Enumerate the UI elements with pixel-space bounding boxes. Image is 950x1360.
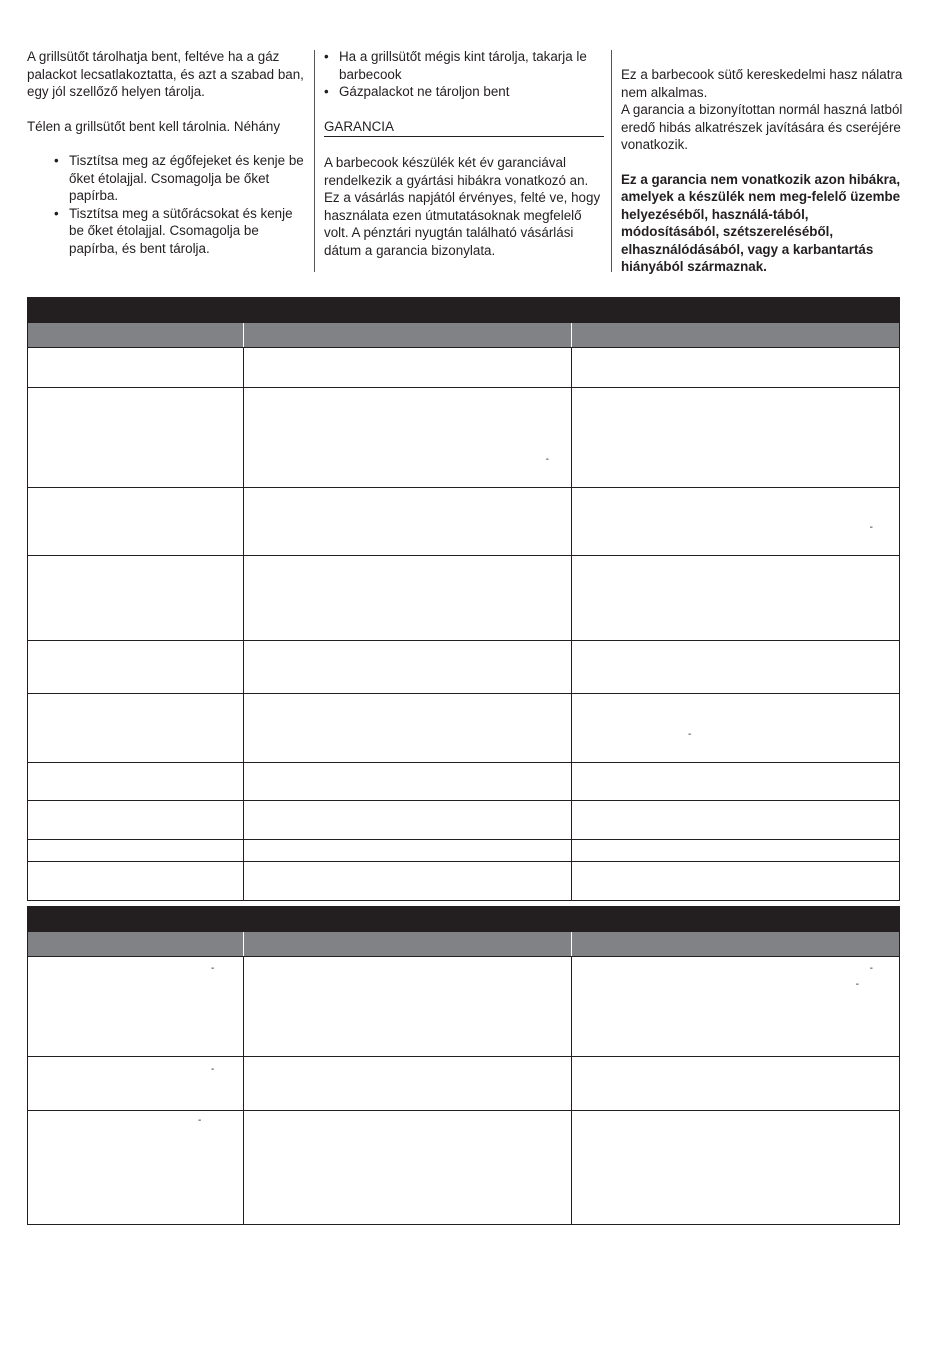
table-row	[28, 840, 900, 862]
text-column-warranty	[324, 48, 604, 259]
column-header-cell	[572, 932, 900, 957]
table-row	[28, 1057, 900, 1111]
hyphen-mark: -	[869, 522, 874, 533]
column-header-cell	[28, 932, 244, 957]
table-row	[28, 957, 900, 1057]
hyphen-mark: -	[545, 454, 549, 465]
column-header-cell	[244, 932, 572, 957]
column-header-cell	[244, 323, 572, 348]
hyphen-mark: -	[211, 963, 215, 974]
text-column-warranty-terms	[621, 66, 903, 276]
hyphen-mark: -	[855, 979, 860, 990]
warranty-commercial-note: Ez a barbecook sütő kereskedelmi hasz nálatra nem alkalmas.	[621, 67, 903, 100]
table-row	[28, 862, 900, 901]
table-row	[28, 694, 900, 763]
warranty-exclusion-note: Ez a garancia nem vonatkozik azon hibákra, amelyek a készülék nem meg-felelő üzembe helyezéséből, használá-tából, módosításából, szétszereléséből, elhasználódásából, vagy a karbantartás hiányából származnak.	[621, 171, 901, 274]
troubleshooting-table-2	[27, 906, 900, 1225]
warranty-scope-note: A garancia a bizonyítottan normál haszná latból eredő hibás alkatrészek javítására és cseréjére vonatkozik.	[621, 102, 903, 152]
hyphen-mark: -	[211, 1064, 215, 1075]
table-row	[28, 641, 900, 694]
warranty-paragraph: A barbecook készülék két év garanciával rendelkezik a gyártási hibákra vonatkozó an. Ez a vásárlás napjától érvényes, felté ve, hogy használata ezen útmutatásoknak megfelelő volt. A pénztári nyugtán található vásárlási dátum a garancia bizonylata.	[324, 155, 601, 258]
troubleshooting-table-1	[27, 297, 900, 901]
table-column-header-row	[28, 323, 900, 348]
table-row	[28, 488, 900, 556]
storage-paragraph-1: A grillsütőt tárolhatja bent, feltéve ha a gáz palackot lecsatlakoztatta, és azt a szabad ban, egy jól szellőző helyen tárolja.	[27, 49, 304, 99]
outdoor-bullet-item: • Ha a grillsütőt mégis kint tárolja, takarja le barbecook	[297, 48, 604, 83]
storage-bullet-item: • Tisztítsa meg az égőfejeket és kenje be őket étolajjal. Csomagolja be őket papírba.	[27, 152, 307, 205]
hyphen-mark: -	[869, 963, 874, 974]
column-header-cell	[572, 323, 900, 348]
table-header-bar	[28, 298, 900, 323]
outdoor-bullet-item: • Gázpalackot ne tároljon bent	[297, 83, 604, 101]
table-row	[28, 556, 900, 641]
storage-paragraph-2: Télen a grillsütőt bent kell tárolnia. Néhány	[27, 118, 281, 134]
hyphen-mark: -	[688, 729, 692, 740]
storage-bullet-item: • Tisztítsa meg a sütőrácsokat és kenje be őket étolajjal. Csomagolja be papírba, és bent tárolja.	[27, 205, 307, 258]
column-header-cell	[28, 323, 244, 348]
hyphen-mark: -	[198, 1115, 202, 1126]
table-row	[28, 1111, 900, 1225]
storage-bullet-list	[27, 152, 307, 257]
text-column-storage	[27, 48, 307, 257]
table-column-header-row	[28, 932, 900, 957]
column-divider	[611, 50, 612, 272]
table-header-bar	[28, 907, 900, 932]
table-row	[28, 348, 900, 388]
table-row	[28, 763, 900, 801]
warranty-heading: GARANCIA	[324, 118, 604, 138]
table-row	[28, 388, 900, 488]
table-row	[28, 801, 900, 840]
outdoor-bullet-list	[297, 48, 604, 101]
